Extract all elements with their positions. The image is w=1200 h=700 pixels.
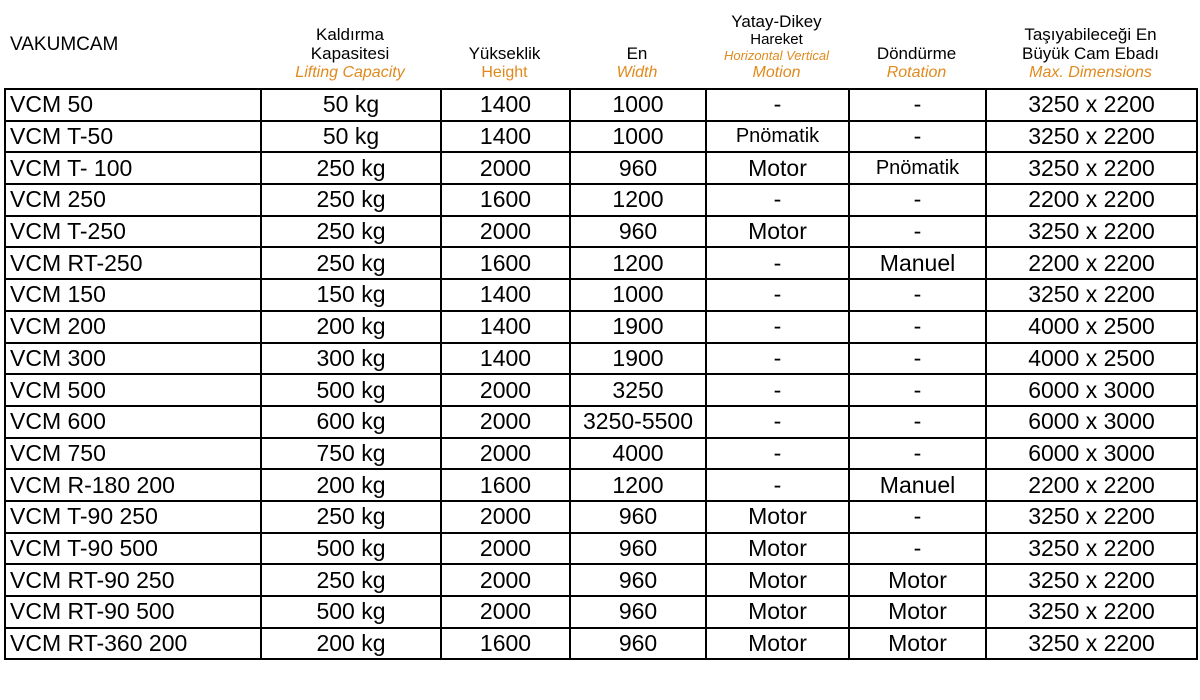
cell-width: 1200 <box>570 469 706 501</box>
cell-width: 1000 <box>570 121 706 153</box>
header-motion-en1: Horizontal Vertical <box>723 48 829 63</box>
cell-motion: Motor <box>706 564 849 596</box>
table-row <box>5 469 1197 501</box>
header-dimensions <box>985 0 1196 88</box>
cell-width: 1000 <box>570 279 706 311</box>
header-width-en: Width <box>616 64 658 81</box>
cell-height: 1600 <box>441 247 570 279</box>
cell-rotation: Manuel <box>849 247 986 279</box>
cell-model: VCM RT-90 250 <box>5 564 261 596</box>
table-row <box>5 628 1197 660</box>
cell-capacity: 50 kg <box>261 89 441 121</box>
cell-motion: - <box>706 343 849 375</box>
cell-dimensions: 6000 x 3000 <box>986 406 1197 438</box>
cell-dimensions: 2200 x 2200 <box>986 184 1197 216</box>
cell-motion: - <box>706 311 849 343</box>
table-header <box>0 0 1200 88</box>
cell-capacity: 750 kg <box>261 438 441 470</box>
table-row <box>5 311 1197 343</box>
cell-rotation: - <box>849 533 986 565</box>
cell-dimensions: 3250 x 2200 <box>986 628 1197 660</box>
cell-width: 1200 <box>570 247 706 279</box>
cell-dimensions: 3250 x 2200 <box>986 596 1197 628</box>
cell-capacity: 600 kg <box>261 406 441 438</box>
header-capacity-en: Lifting Capacity <box>295 64 405 81</box>
cell-rotation: Manuel <box>849 469 986 501</box>
cell-model: VCM R-180 200 <box>5 469 261 501</box>
header-dimensions-tr2: Büyük Cam Ebadı <box>1021 44 1159 63</box>
header-rotation-tr: Döndürme <box>876 44 957 63</box>
cell-dimensions: 3250 x 2200 <box>986 564 1197 596</box>
cell-height: 2000 <box>441 406 570 438</box>
cell-width: 4000 <box>570 438 706 470</box>
cell-width: 3250-5500 <box>570 406 706 438</box>
cell-capacity: 500 kg <box>261 374 441 406</box>
cell-model: VCM T-250 <box>5 216 261 248</box>
cell-dimensions: 3250 x 2200 <box>986 279 1197 311</box>
cell-motion: - <box>706 469 849 501</box>
cell-model: VCM 250 <box>5 184 261 216</box>
header-capacity <box>260 0 440 88</box>
cell-capacity: 200 kg <box>261 628 441 660</box>
cell-capacity: 50 kg <box>261 121 441 153</box>
cell-rotation: - <box>849 216 986 248</box>
table-row <box>5 374 1197 406</box>
cell-width: 1900 <box>570 311 706 343</box>
cell-width: 960 <box>570 628 706 660</box>
cell-dimensions: 3250 x 2200 <box>986 533 1197 565</box>
cell-width: 960 <box>570 564 706 596</box>
cell-motion: Motor <box>706 501 849 533</box>
table-row <box>5 152 1197 184</box>
table-row <box>5 121 1197 153</box>
cell-capacity: 250 kg <box>261 501 441 533</box>
cell-rotation: - <box>849 438 986 470</box>
cell-height: 2000 <box>441 596 570 628</box>
cell-motion: Motor <box>706 533 849 565</box>
cell-rotation: - <box>849 343 986 375</box>
cell-model: VCM 150 <box>5 279 261 311</box>
cell-motion: - <box>706 279 849 311</box>
cell-width: 960 <box>570 216 706 248</box>
table-row <box>5 216 1197 248</box>
cell-capacity: 500 kg <box>261 596 441 628</box>
spec-table-body <box>5 89 1197 659</box>
cell-width: 960 <box>570 596 706 628</box>
header-height-tr: Yükseklik <box>468 44 541 63</box>
cell-capacity: 250 kg <box>261 216 441 248</box>
cell-dimensions: 2200 x 2200 <box>986 247 1197 279</box>
cell-width: 960 <box>570 533 706 565</box>
header-width-tr: En <box>626 44 648 63</box>
header-dimensions-tr1: Taşıyabileceği En <box>1024 25 1157 44</box>
cell-width: 1900 <box>570 343 706 375</box>
cell-height: 1600 <box>441 628 570 660</box>
cell-capacity: 300 kg <box>261 343 441 375</box>
header-height-en: Height <box>481 64 528 81</box>
cell-model: VCM 500 <box>5 374 261 406</box>
cell-rotation: - <box>849 279 986 311</box>
cell-motion: - <box>706 406 849 438</box>
cell-height: 2000 <box>441 152 570 184</box>
cell-model: VCM T- 100 <box>5 152 261 184</box>
header-motion-tr1: Yatay-Dikey <box>731 12 822 31</box>
cell-dimensions: 2200 x 2200 <box>986 469 1197 501</box>
cell-width: 1200 <box>570 184 706 216</box>
cell-motion: - <box>706 89 849 121</box>
cell-height: 1400 <box>441 89 570 121</box>
cell-width: 3250 <box>570 374 706 406</box>
cell-rotation: - <box>849 374 986 406</box>
cell-capacity: 150 kg <box>261 279 441 311</box>
cell-width: 960 <box>570 152 706 184</box>
cell-rotation: - <box>849 121 986 153</box>
cell-dimensions: 6000 x 3000 <box>986 374 1197 406</box>
cell-motion: - <box>706 374 849 406</box>
cell-model: VCM 200 <box>5 311 261 343</box>
cell-dimensions: 3250 x 2200 <box>986 501 1197 533</box>
cell-dimensions: 6000 x 3000 <box>986 438 1197 470</box>
cell-model: VCM 750 <box>5 438 261 470</box>
cell-height: 2000 <box>441 216 570 248</box>
cell-height: 1400 <box>441 343 570 375</box>
cell-height: 2000 <box>441 374 570 406</box>
spec-table <box>4 88 1198 660</box>
table-row <box>5 564 1197 596</box>
cell-height: 2000 <box>441 501 570 533</box>
header-motion-en2: Motion <box>752 64 801 81</box>
cell-model: VCM RT-250 <box>5 247 261 279</box>
cell-width: 1000 <box>570 89 706 121</box>
cell-rotation: - <box>849 501 986 533</box>
table-row <box>5 89 1197 121</box>
cell-capacity: 200 kg <box>261 469 441 501</box>
cell-model: VCM 300 <box>5 343 261 375</box>
header-width <box>569 0 705 88</box>
cell-dimensions: 3250 x 2200 <box>986 89 1197 121</box>
cell-rotation: Motor <box>849 564 986 596</box>
cell-dimensions: 3250 x 2200 <box>986 121 1197 153</box>
cell-height: 2000 <box>441 564 570 596</box>
cell-model: VCM 50 <box>5 89 261 121</box>
cell-capacity: 500 kg <box>261 533 441 565</box>
cell-height: 1400 <box>441 279 570 311</box>
table-row <box>5 184 1197 216</box>
cell-height: 2000 <box>441 533 570 565</box>
table-row <box>5 247 1197 279</box>
cell-rotation: - <box>849 406 986 438</box>
table-row <box>5 596 1197 628</box>
table-row <box>5 438 1197 470</box>
cell-motion: Motor <box>706 628 849 660</box>
header-rotation <box>848 0 985 88</box>
cell-motion: Motor <box>706 596 849 628</box>
cell-capacity: 250 kg <box>261 247 441 279</box>
cell-dimensions: 4000 x 2500 <box>986 343 1197 375</box>
cell-model: VCM RT-90 500 <box>5 596 261 628</box>
header-dimensions-en: Max. Dimensions <box>1029 64 1152 81</box>
cell-motion: - <box>706 438 849 470</box>
cell-height: 1400 <box>441 311 570 343</box>
cell-rotation: Motor <box>849 596 986 628</box>
table-row <box>5 533 1197 565</box>
cell-capacity: 250 kg <box>261 152 441 184</box>
table-row <box>5 501 1197 533</box>
cell-capacity: 200 kg <box>261 311 441 343</box>
cell-height: 1600 <box>441 469 570 501</box>
header-capacity-tr1: Kaldırma <box>315 25 385 44</box>
brand-label: VAKUMCAM <box>10 34 119 55</box>
cell-motion: Pnömatik <box>706 121 849 153</box>
table-row <box>5 343 1197 375</box>
cell-rotation: - <box>849 184 986 216</box>
header-height <box>440 0 569 88</box>
cell-rotation: - <box>849 89 986 121</box>
cell-model: VCM T-90 500 <box>5 533 261 565</box>
cell-height: 2000 <box>441 438 570 470</box>
header-motion-tr2: Hareket <box>750 31 803 48</box>
cell-dimensions: 3250 x 2200 <box>986 152 1197 184</box>
cell-dimensions: 3250 x 2200 <box>986 216 1197 248</box>
cell-capacity: 250 kg <box>261 564 441 596</box>
table-row <box>5 279 1197 311</box>
table-row <box>5 406 1197 438</box>
cell-capacity: 250 kg <box>261 184 441 216</box>
cell-height: 1400 <box>441 121 570 153</box>
header-motion <box>705 0 848 88</box>
cell-motion: Motor <box>706 216 849 248</box>
cell-model: VCM T-90 250 <box>5 501 261 533</box>
cell-dimensions: 4000 x 2500 <box>986 311 1197 343</box>
cell-height: 1600 <box>441 184 570 216</box>
header-capacity-tr2: Kapasitesi <box>310 44 390 63</box>
cell-width: 960 <box>570 501 706 533</box>
cell-model: VCM RT-360 200 <box>5 628 261 660</box>
cell-motion: Motor <box>706 152 849 184</box>
cell-rotation: Pnömatik <box>849 152 986 184</box>
cell-motion: - <box>706 247 849 279</box>
cell-rotation: - <box>849 311 986 343</box>
cell-model: VCM T-50 <box>5 121 261 153</box>
header-rotation-en: Rotation <box>886 64 947 81</box>
cell-motion: - <box>706 184 849 216</box>
cell-rotation: Motor <box>849 628 986 660</box>
cell-model: VCM 600 <box>5 406 261 438</box>
